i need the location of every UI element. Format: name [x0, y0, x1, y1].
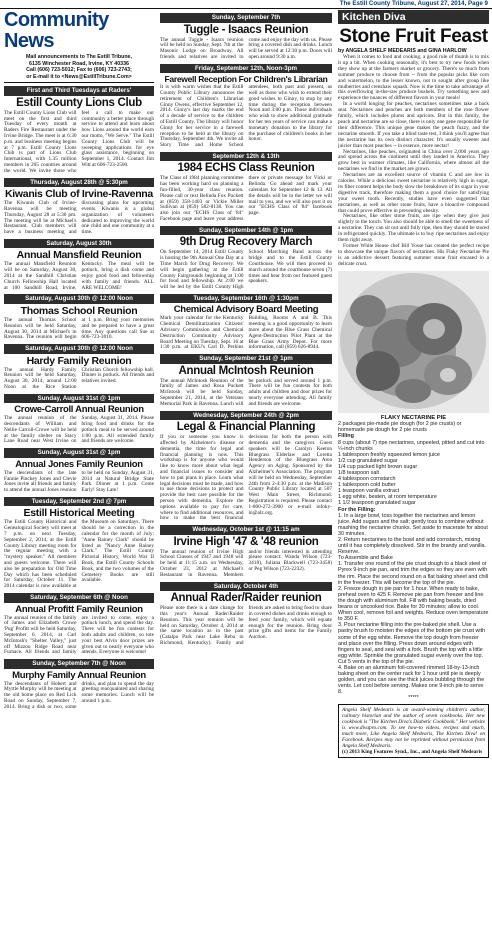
recipe-step: 1. Transfer one round of the pie crust dough to a black steel or Pyrex 9-inch pie pan, and trim the edges so they are even with the rim. Place the second round on a flat baking sheet and chill in the freezer. This will become the top of the pie.: [338, 561, 489, 586]
announcement-body: The annual reunion of the descendants of William and Nellie Carroll-Crowe will be held at the family shelter on Stacy Lane Road near West Irvine on Sunday, August 31, 2014. Please bring food and drinks for the potluck meal to be served around 1:00 p.m. All extended family and friends are welcome.: [4, 415, 154, 445]
article-paragraph: Nectarines, like peaches, originated in China over 2,000 years ago and spread across the continent until they landed in America. They grow best in warmer climates, like California, where almost all the nectarines we find in the market are grown.: [338, 148, 489, 173]
ingredient-item: 1/4 cup packed light brown sugar: [338, 463, 418, 470]
announcement-body: If you or someone you know is affected by Alzheimer's disease or dementia, the time for legal and financial planning is now. This workshop is for anyone who would like to know more about what legal and financial issues to consider and how to put plans in place. Learn what legal decisions must be made, and how to use those decisions to protect and provide the best care possible for the person with dementia. Explore the options available to pay for care, where to find additional resources, and how to make the best financial decisions for both the person with dementia and the caregiver. Guest speakers will be Carolyn Keeton Bluegrass Elderlaw and Loretta Henderson of the Bluegrass Area Agency on Aging. Sponsored by the Alzheimer's Association. The program will be held on Wednesday, September 24th from 2-4:30 p.m. at the Madison County Public Library located at 507 West Main Street, Richmond. Registration is required. Please contact 1-800-272-3900 or e-mail infoky-in@alz.org.: [160, 434, 332, 522]
announcement-title: Annual Rader/Raider reunion: [170, 592, 322, 605]
announcement-body: Please note there is a date change for this year's Annual Rader/Raider Reunion. This year reunion will be held on Saturday, October 4, 2014 at the same location as in the past (Catalpa Park near Lake Reba in Richmond, Kentucky). Family and friends are asked to bring food to share in covered dishes and drinks enough to feed your family, which will equate enough for the reunion. Bring door prize gifts and items for the Family Auction.: [160, 605, 332, 646]
recipe-step: To Assemble and Bake: [338, 555, 393, 562]
masthead-title: Community News: [4, 10, 109, 52]
article-body: [338, 55, 489, 268]
announcement-title: Estill Historical Meeting: [23, 507, 135, 520]
announcement-date-bar: Wednesday, October 1st @ 11:15 am: [160, 525, 332, 535]
recipe-crust: 2 packages pie-made pie dough (for 2 pie crusts) or homemade pie dough for 2 pie crusts: [338, 421, 462, 434]
recipe-step: 4. Bake on an aluminum foil-covered rimmed 18-by-13-inch baking sheet on the center rack for 1 hour until pie is deeply golden, and you can see the thick juices bubbling through the vents. Let cool before serving. Makes one 9-inch pie to serve 8.: [338, 664, 485, 696]
announcement-body: The annual Hardy Family Reunion will be held Saturday, August 30, 2014, around 12:00 Noon at the Rice Station Christian Church fellowship hall. Dinner is potluck. All friends and relatives invited.: [4, 366, 154, 390]
recipe-step: 2. Freeze dough in pie pan for 1 hour. When ready to bake, preheat oven to 425 F. Remove pie pan from freezer and line the dough with aluminum foil. Fill with baking beads, dried beans or uncooked rice. Bake for 30 minutes; allow to cool. When cool, remove foil and weights. Reduce oven temperature to 350 F.: [338, 585, 489, 623]
article-byline: by ANGELA SHELF MEDEARIS and GINA HARLOW: [338, 48, 467, 54]
announcement-list: [4, 86, 154, 710]
announcement-date-bar: Sunday, September 7th @ Noon: [4, 659, 154, 669]
announcement-date-bar: Sunday, August 31st @ 1pm: [4, 448, 154, 458]
announcement-body: On September 14, 2014 Estill County is hosting the 9th Annual One Day at a Time March for Drug Recovery. We will begin gathering at the Estill County Fairgrounds beginning at 1:00 for food and fellowship. At 2:00 we will be led by the Estill County High School Marching Band across the bridge and to the Estill County Courthouse. We will then proceed to march around the courthouse seven (7) times and hear from our featured guest speakers.: [160, 249, 332, 291]
announcement-title: Thomas School Reunion: [20, 304, 138, 317]
announcement-title: Legal & Financial Planning: [176, 421, 316, 434]
announcement-date-bar: Tuesday, September 2nd @ 7pm: [4, 497, 154, 507]
announcement-title: Annual Profitt Family Reunion: [15, 603, 143, 615]
ingredient-item: 8 cups (about 7) ripe nectarines, unpeeled, pitted and cut into ¼-inch chunks: [338, 439, 485, 452]
announcement-title: Farewell Reception For Children's Librarian: [164, 74, 328, 85]
filling-label: Filling: [338, 433, 354, 440]
recipe-steps: [338, 513, 489, 696]
article-paragraph: In a world longing for peaches, nectarines sometimes take a back seat. Nectarines and peaches are both members of the rose flower family, which includes plums and apricots. But in this family, the peach and nectarine are so close, there is only one gene responsible for their difference. This unique gene makes the peach fuzzy, and the nectarine smooth. If you take a blind taste test, I think you'll agree that the nectarine has its own distinct character. It's usually sweeter and juicier than most peaches -- in essence, more nectar!: [338, 101, 489, 149]
announcement-body: The annual Tuggle - Isaacs reunion will be held on Sunday, Sept. 7th at the Masonic Lodge on Broadway. All friends and relatives are invited to come and enjoy the day with us. Please bring a covered dish and drinks. Lunch will be served at 12:30 p.m. Doors will open around 9:30 a.m.: [160, 36, 332, 60]
announcement-date-bar: Sunday, September 7th: [160, 13, 332, 23]
announcement-title: 9th Drug Recovery March: [179, 236, 313, 249]
ingredient-item: 1 egg white, beaten, at room temperature: [338, 494, 437, 501]
ingredient-item: 1 teaspoon vanilla extract: [338, 488, 400, 495]
announcement-date-bar: Sunday, August 31st @ 1pm: [4, 394, 154, 404]
announcement-body: The descendants of Hobert and Myrtle Murphy will be meeting at the old home place on Red Lick Road on Sunday, September 7, 2014. Bring a dish or two, some drinks, and plan to spend the day greeting reacquainted and sharing some memories. Lunch will be around 1 p.m.: [4, 680, 154, 710]
ingredient-item: 1 1/2 teaspoon granulated sugar: [338, 500, 416, 507]
column-kitchen-diva: [338, 10, 489, 758]
recipe: [338, 421, 489, 701]
article-paragraph: Nectarines are an excellent source of vitamin C and are low in calories. While a delicious sweet nectarine is relatively high in sugar, its fiber content helps the body slow the breakdown of its sugar in your digestive track, therefore making them a good choice for satisfying your sweet tooth. Recently, studies have even suggested that nectarines, as well as other stone fruits, have a bioactive compound that could prove effective in preventing obesity.: [338, 172, 489, 214]
column-middle: [160, 10, 332, 647]
announcement-title: 1984 ECHS Class Reunion: [177, 162, 315, 175]
stars-divider: *****: [408, 695, 419, 702]
announcement-title: Tuggle - Isaacs Reunion: [183, 23, 309, 36]
announcement-date-bar: Thursday, August 28th @ 5:30pm: [4, 178, 154, 188]
announcement-title: Murphy Family Annual Reunion: [12, 669, 146, 681]
announcement-title: Estill County Lions Club: [16, 96, 142, 109]
nectarine-photo: [338, 271, 489, 413]
recipe-step: 3. Pour nectarine filling into the pre-baked pie shell. Use a pastry brush to moisten the edges of the bottom pie crust with some of the egg white. Remove the top dough from freezer and place over the filling. Press down around edges with fingers to seal, and seal with a fork. Brush the top with a little egg white. Sprinkle the granulated sugar evenly over the top. Cut 5 vents in the top of the pie.: [338, 622, 486, 665]
announcement-body: The annual Mansfield Reunion will be on Saturday, August 30, 2014 at the Sandhill Christian Church Fellowship Hall located at 100 Sandhill Road, Irvine, Kentucky. The meal will be potluck, bring a dish come and enjoy good food and fellowship with family and friends. ALL ARE WELCOME!: [4, 261, 154, 291]
article-paragraph: Nectarines, like other stone fruits, are ripe when they give just slightly to the touch. You also should be able to smell the sweetness of a nectarine. They can sit out until fully ripe, then they should be stored in refrigerated quickly. The ultimate is to buy ripe nectarines and enjoy them right away.: [338, 213, 489, 244]
announcement-date-bar: Saturday, August 30th: [4, 239, 154, 249]
recipe-title: FLAKY NECTARINE PIE: [380, 414, 447, 421]
page-header: [0, 0, 492, 9]
article-paragraph: When it comes to food and cooking, a good rule of thumb is to mix it up a bit. When cooking seasonally, it's best to try new foods when they show up at the farmers market or grocery. There's so much from summer produce to choose from -- from the popular picks like corn and watermelon, to the lesser known, not to sought after group like mulberries and crenshaw squash. Now is the time to take advantage of this overflowing in-the-raw produce bushels. Try something new and experience the nuances of different flavors in your meals!: [338, 54, 489, 102]
bio-text: Angela Shelf Medearis is an award-winning children's author, culinary historian and the author of seven cookbooks. Her new cookbook is "The Kitchen Diva's Diabetic Cookbook." Her website is www.divapro.com. To see how-to videos, recipes and much, much more, Like Angela Shelf Medearis, The Kitchen Diva! on Facebook. Recipes may not be reprinted without permission from Angela Shelf Medearis.: [342, 706, 485, 749]
masthead-line: 6135 Winchester Road, Irvine, KY 40336: [29, 60, 129, 67]
announcement-title: Annual Mansfield Reunion: [16, 249, 142, 262]
ingredient-item: 1 tablespoon cold butter: [338, 482, 396, 489]
announcement-title: Crowe-Carroll Annual Reunion: [14, 404, 144, 416]
announcement-body: The Kiwanis Club of Irvine-Ravenna will be meeting Thursday, August 28 at 5:30 pm. The meeting will be at Michael's Restaurant. Club members will have a business meeting and discussing plans for upcoming events. Kiwanis is a global organization of volunteers dedicated to improving the world one child and one community at a time.: [4, 200, 154, 236]
announcement-date-bar: First and Third Tuesdays at Raders': [4, 86, 154, 96]
announcement-date-bar: Saturday, August 30th @ 12:00 Noon: [4, 344, 154, 354]
article-paragraph: Former White House chef Bill Yosse has created the perfect recipe to showcase the unique flavors of nectarines. His Flaky Nectarine Pie is an addictive dessert featuring summer stone fruit encased in a delicate crust.: [338, 243, 489, 267]
announcement-body: The descendants of the late Fannie Pinckey Jones and Clevie Jones invite all friends and family to attend the annual Jones reunion to be held on Sunday, August 31, 2014 at Natural Bridge State Park. Dinner at 1 p.m. Come Early! Stay Late!: [4, 469, 154, 494]
announcement-date-bar: Wednesday, September 24th @ 2pm: [160, 411, 332, 421]
masthead-line: or E-mail it to <News@EstillTribune.Com>: [26, 73, 132, 80]
ingredient-item: 1/2 cup granulated sugar: [338, 457, 398, 464]
announcement-date-bar: Saturday, September 6th @ Noon: [4, 593, 154, 603]
masthead-line: Call (606) 723-5012; Fax to (606) 723-2743;: [26, 67, 132, 74]
recipe-step: 2. Return nectarines to the bowl and add cornstarch, mixing until it has completely dissolved. Stir in the brandy and vanilla. Reserve.: [338, 537, 487, 556]
announcement-date-bar: Tuesday, September 16th @ 1:30pm: [160, 294, 332, 304]
ingredient-item: 1 tablespoon freshly squeezed lemon juice: [338, 451, 440, 458]
announcement-date-bar: Saturday, October 4th: [160, 582, 332, 592]
announcement-body: It is with warm wishes that the Estill County Public Library announces the retirement of Children's Librarian Ginny Owens, effective September 12, 2014. Ginny's last day marks the end of a decade of service to the children of Estill County. The library will honor Ginny for her service in a farewell reception to be held at the library on Thursday, September 4th. We invite all Story Time and Home School attendees, both past and present, as well as those who wish to extend their good wishes to Ginny, to stop by any time during the reception between Noon and 3:00 p.m. Those individuals who wish to show additional gratitude for her ten years of service can make a monetary donation to the library for the purchase of children's books in her honor.: [160, 84, 332, 149]
recipe-step: 1. In a large bowl, toss together the nectarines and lemon juice. Add sugars and the salt; gently toss to combine without mashing the nectarine chunks. Set aside to macerate for about 30 minutes.: [338, 512, 488, 537]
announcement-date-bar: Sunday, September 14th @ 1pm: [160, 226, 332, 236]
ingredient-item: 4 tablespoon cornstarch: [338, 476, 396, 483]
masthead-info: [4, 52, 154, 83]
article-title: Stone Fruit Feast: [339, 26, 488, 47]
author-bio: [338, 704, 489, 758]
announcement-title: Annual Jones Family Reunion: [15, 458, 143, 470]
announcement-title: Kiwanis Club of Irvine-Ravenna: [5, 188, 153, 201]
announcement-list: [160, 13, 332, 647]
announcement-body: The annual reunion of the family of James and Elizabeth Crowe 'Pug' Profitt will be held Saturday, September 6, 2014, at Carl McIntosh's "Shelter Valley," just off Mizzou Ridge Road near Furnace. All friends and family are invited to come, enjoy a potluck lunch, and spend the day. There will be fun contests for both adults and children, so tote your best Alvin door prizes are given out to nearly everyone who attends. Everyone is welcome!: [4, 614, 154, 656]
paper-title: The Estill County Tribune, August 27, 2014, Page 9: [339, 0, 488, 7]
announcement-title: Irvine High '47 & '48 reunion: [173, 535, 319, 548]
masthead-line: Mail announcements to The Estill Tribune,: [26, 54, 132, 60]
announcement-title: Hardy Family Reunion: [26, 354, 132, 367]
announcement-body: The annual Thomas School Reunion will be held Saturday, August 30, 2014 at Michael's in Ravenna. The reunion will begin at 1 p.m. Bring your memories and be prepared to have a great time. Any questions call Sue at 606-723-3010.: [4, 316, 154, 341]
ingredient-list: [338, 440, 489, 507]
announcement-date-bar: Sunday, September 21st @ 1pm: [160, 354, 332, 364]
announcement-body: The Estill County Lions Club will meet on the first and third Tuesday of every month at Raders Fire Restaurant under the Irvine Bridge. The meet is at 6:30 p.m. and business meeting begins at 7 p.m. Estill County Lions Club is part of Lions Club International, with 1.35 million members in 205 countries around the world. We invite those who feel a call to make our community a better place through service to attend and learn about how Lions around the world earn our motto, "We Serve." The Estill County Lions Club will be sweeping applications for eye glass assistance, beginning on September 1, 2014. Contact Jim Witt at 606-723-2500.: [4, 109, 154, 174]
announcement-date-bar: Friday, September 12th, Noon-3pm: [160, 64, 332, 74]
announcement-body: The Estill County Historical and Genealogical Society will meet at 7 p.m. on next Tuesday, September 2, 2014, at the Estill County Library meeting room for the regular meeting with a "mystery speaker." All members and guests welcome. There will also be preparation for Old Time Day which has been scheduled for Saturday, October 11. The 2014 calendar is now available at the Museum on Saturdays. There should be a correction in the calendar for the month of July: "Anne Rainey Clark" should be listed as "Nancy Anne Rainey Clark." The Estill County Pictorial History, World War II Book, the Estill County Schools Book, and the two volumes of the Cemetery Books are still available.: [4, 519, 154, 590]
announcement-title: Chemical Advisory Board Meeting: [173, 304, 319, 316]
column-left: [4, 10, 154, 711]
announcement-title: Annual McIntosh Reunion: [178, 364, 314, 377]
section-banner: Kitchen Diva: [338, 10, 489, 24]
ingredient-item: 1/8 teaspoon salt: [338, 469, 380, 476]
announcement-body: The Class of 1984 planning committee has been working hard on planning a fun-filled, 30-year class reunion. Please call or text Belinda Fox Puckett at (859) 358-1403 or Vickie Miller Sullivan at (859) 582-8138. You can also join our "ECHS Class of '84" Facebook page and leave your address there or private message for Vicki or Belinda. Go ahead and mark your calendars for September 12 & 13. All the details will be in the letter we will mail to you, and we will also post it on our "ECHS Class of '84" facebook page.: [160, 175, 332, 223]
announcement-body: Mark your calendar for the Kentucky Chemical Demilitarization Citizens' Advisory Commission and Chemical Destruction Community Advisory Board Meeting on Tuesday, Sept. 16 at 1:30 p.m. at EKU's Carl D. Perkins Building, Rooms A and B. This meeting is a good opportunity to learn more about the Blue Grass Chemical Agent-Destruction Pilot Plant at the Blue Grass Army Depot. For more information, call (859) 626-8944.: [160, 315, 332, 351]
announcement-date-bar: Saturday, August 30th @ 12:00 Noon: [4, 294, 154, 304]
announcement-body: The annual McIntosh Reunion of the family of James and Rosa Puckett McIntosh will be held Sunday, September 21, 2014, at the Veterans Memorial Park in Ravenna. Lunch will be potluck and served around 1 p.m. There will be fun contests for both adults and children and door prizes for nearly everyone attending. All family and friends are welcome.: [160, 377, 332, 407]
announcement-body: The annual reunion of Irvine High School Classes of 1947 and 1948 will be held at 11:15 a.m. on Wednesday, October 23, 2012 at Michael's Restaurant in Ravenna. Members and/or friends interested in attending please contact: Wanda Wilson (723-3418), Juliana Blackwell (723-3458) or Peg Wilson (723-2232).: [160, 548, 332, 578]
for-filling-label: For the Filling:: [338, 506, 376, 513]
announcement-date-bar: September 12th & 13th: [160, 152, 332, 162]
copyright: (c) 2013 King Features Synd., Inc., and Angela Shelf Medearis: [342, 748, 483, 755]
